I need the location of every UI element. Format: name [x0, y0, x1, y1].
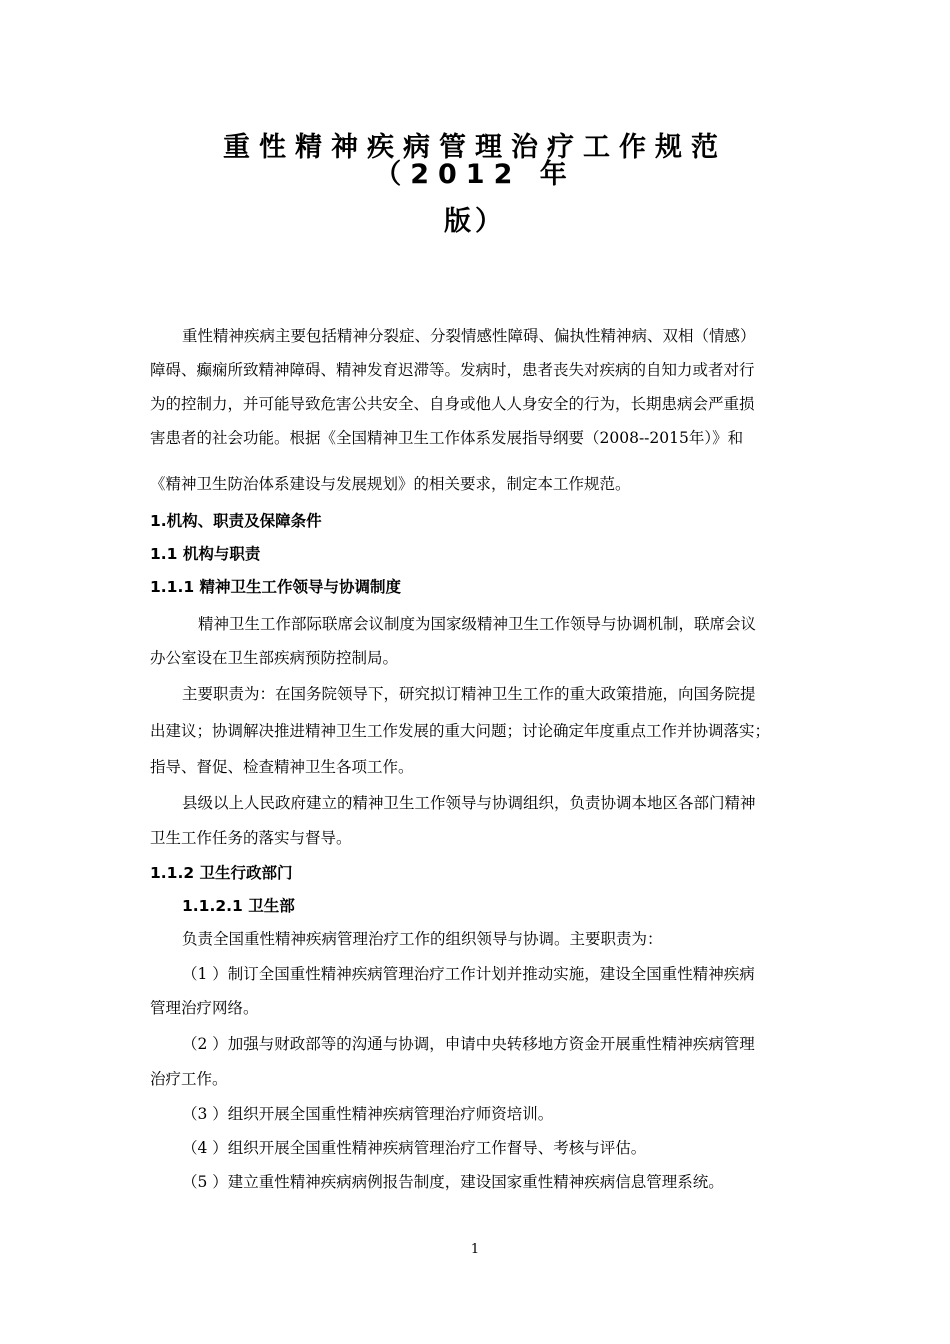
document-title-line2: 版） — [444, 206, 506, 237]
paragraph-line: 负责全国重性精神疾病管理治疗工作的组织领导与协调。主要职责为： — [182, 930, 663, 948]
list-item-line: 治疗工作。 — [150, 1070, 228, 1088]
paragraph-line: 出建议；协调解决推进精神卫生工作发展的重大问题；讨论确定年度重点工作并协调落实； — [150, 722, 771, 740]
intro-line: 害患者的社会功能。根据《全国精神卫生工作体系发展指导纲要（2008--2015年）》和 — [150, 429, 744, 447]
paragraph-line: 精神卫生工作部际联席会议制度为国家级精神卫生工作领导与协调机制，联席会议 — [198, 615, 757, 633]
paragraph-line: 办公室设在卫生部疾病预防控制局。 — [150, 649, 399, 667]
heading-1-1-2: 1.1.2 卫生行政部门 — [150, 864, 293, 882]
paragraph-line: 指导、督促、检查精神卫生各项工作。 — [150, 758, 414, 776]
heading-1: 1.机构、职责及保障条件 — [150, 512, 322, 530]
intro-line: 为的控制力，并可能导致危害公共安全、自身或他人人身安全的行为，长期患病会严重损 — [150, 395, 755, 413]
intro-line: 障碍、癫痫所致精神障碍、精神发育迟滞等。发病时，患者丧失对疾病的自知力或者对行 — [150, 361, 755, 379]
intro-line: 重性精神疾病主要包括精神分裂症、分裂情感性障碍、偏执性精神病、双相（情感） — [182, 327, 756, 345]
list-item-line: （3 ）组织开展全国重性精神疾病管理治疗师资培训。 — [182, 1105, 554, 1123]
document-title-line1: 重性精神疾病管理治疗工作规范（2012 年 — [223, 132, 727, 190]
list-item-line: （1 ）制订全国重性精神疾病管理治疗工作计划并推动实施，建设全国重性精神疾病 — [182, 965, 755, 983]
paragraph-line: 主要职责为：在国务院领导下，研究拟订精神卫生工作的重大政策措施，向国务院提 — [182, 685, 756, 703]
page-number: 1 — [470, 1242, 480, 1257]
list-item-line: （4 ）组织开展全国重性精神疾病管理治疗工作督导、考核与评估。 — [182, 1139, 647, 1157]
list-item-line: 管理治疗网络。 — [150, 999, 259, 1017]
list-item-line: （2 ）加强与财政部等的沟通与协调，申请中央转移地方资金开展重性精神疾病管理 — [182, 1035, 755, 1053]
list-item-line: （5 ）建立重性精神疾病病例报告制度，建设国家重性精神疾病信息管理系统。 — [182, 1173, 724, 1191]
heading-1-1-2-1: 1.1.2.1 卫生部 — [182, 897, 295, 915]
paragraph-line: 卫生工作任务的落实与督导。 — [150, 829, 352, 847]
heading-1-1: 1.1 机构与职责 — [150, 545, 261, 563]
heading-1-1-1: 1.1.1 精神卫生工作领导与协调制度 — [150, 578, 402, 596]
paragraph-line: 县级以上人民政府建立的精神卫生工作领导与协调组织，负责协调本地区各部门精神 — [182, 794, 756, 812]
intro-line: 《精神卫生防治体系建设与发展规划》的相关要求，制定本工作规范。 — [150, 475, 631, 493]
